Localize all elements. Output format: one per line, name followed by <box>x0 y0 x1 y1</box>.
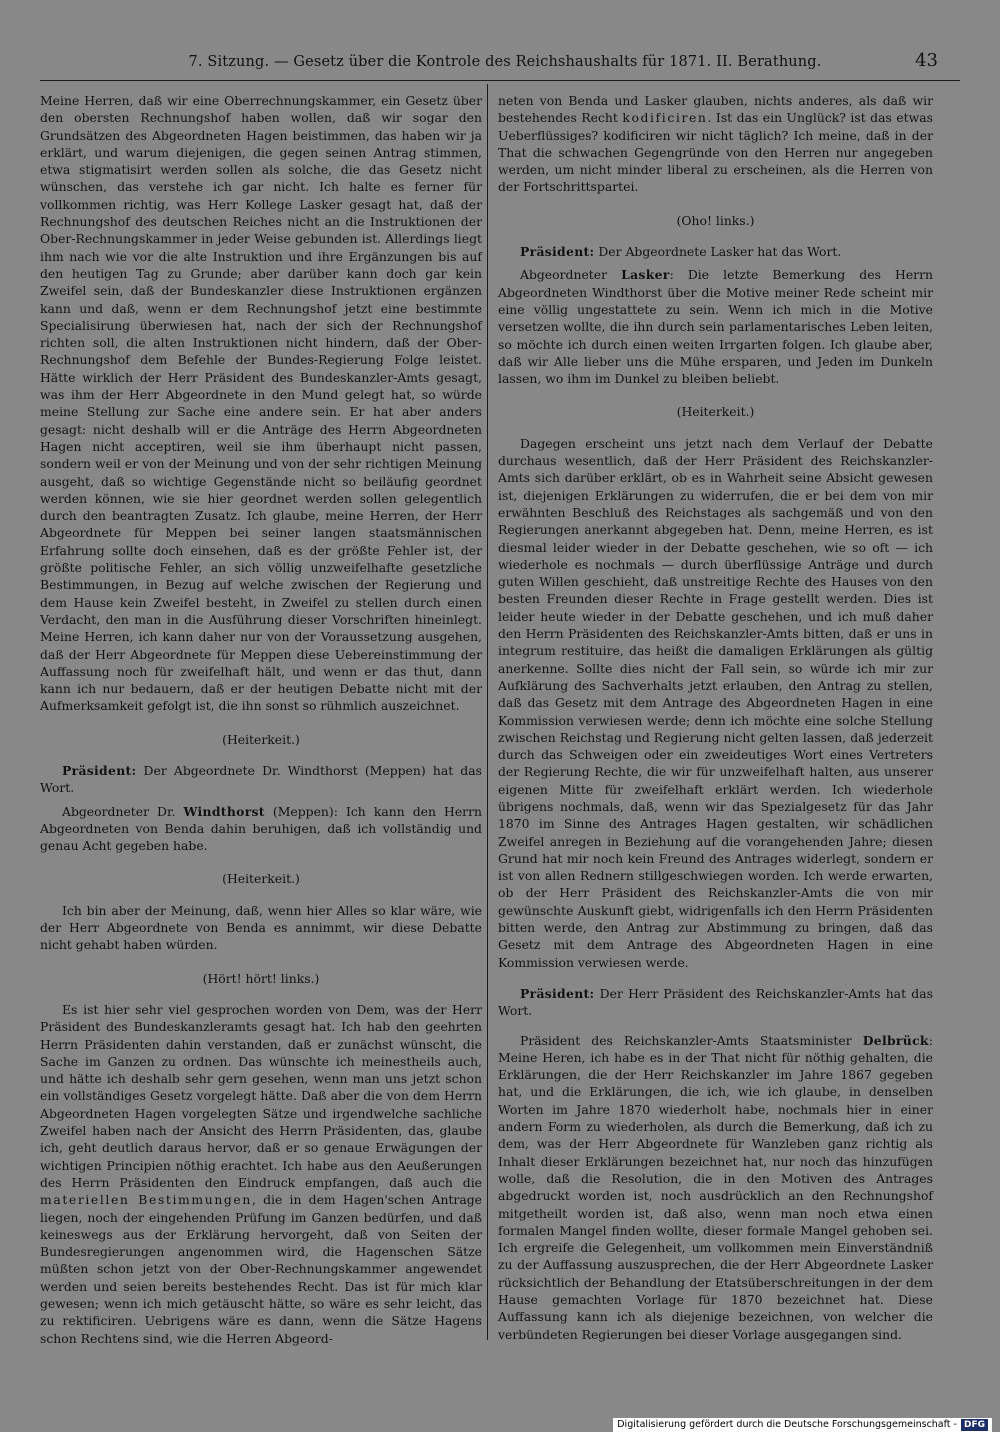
stage-direction: (Oho! links.) <box>676 212 755 228</box>
speaker-paragraph <box>498 1032 933 1343</box>
text-run: . Ist das ein Unglück? ist das etwas Ueberflüssiges? kodificiren wir nicht täglich? Ich meine, daß in der That die schwachen Gegengründe von den Herren nur angegeben werden, um nicht minder liberal zu erscheinen, als die Herren von der Fortschrittspartei. <box>498 110 933 195</box>
speech-text: Der Herr Präsident des Reichskanzler-Amts hat das Wort. <box>498 985 933 1019</box>
stage-direction: (Hört! hört! links.) <box>202 970 320 986</box>
stage-direction: (Heiterkeit.) <box>676 404 755 420</box>
header-rule <box>40 80 960 81</box>
speech-text: (Meppen): Ich kann den Herrn Abgeordneten von Benda dahin beruhigen, daß ich vollständig und genau Acht gegeben habe. <box>40 803 482 854</box>
text-run: , die in dem Hagen'schen Antrage liegen, noch der eingehenden Prüfung im Ganzen bedürfen, und daß keineswegs aus der Erklärung hervorgeht, daß von Seiten der Bundesregierungen angenommen wird, die Hagenschen Sätze müßten schon jetzt von der Ober-Rechnungskammer angewendet werden und seien bereits bestehendes Recht. Das ist für mich klar gewesen; wenn ich mich getäuscht hätte, so wäre es sehr leicht, das zu rektificiren. Uebrigens wäre es dann, wenn die Sätze Hagens schon Rechtens sind, wie die Herren Abgeord- <box>40 1192 483 1346</box>
page-number: 43 <box>915 50 938 71</box>
speech-text: Der Abgeordnete Dr. Windthorst (Meppen) hat das Wort. <box>40 762 482 796</box>
spaced-emphasis: kodificiren <box>622 110 708 126</box>
paragraph: Dagegen erscheint uns jetzt nach dem Verlauf der Debatte durchaus wesentlich, daß der Herr Präsident des Reichskanzler-Amts sich darüber erklärt, ob es in Wahrheit seine Absicht gewesen ist, diejenigen Erklärungen zu widerrufen, die er bei dem von mir erwähnten Beschluß des Reichstages als sachgemäß und von den Regierungen anerkannt abgegeben hat. Denn, meine Herren, es ist diesmal leider wieder in der Debatte geschehen, wie so oft — ich wiederhole es nochmals — durch überflüssige Anträge und durch guten Willen geschieht, daß unstreitige Rechte des Hauses von den besten Freunden dieser Rechte in Frage gestellt werden. Dies ist leider heute wieder in der Debatte geschehen, und ich muß daher den Herrn Präsidenten des Reichskanzler-Amts bitten, daß er uns in integrum restituire, das heißt die damaligen Erklärungen als gültig anerkenne. Sollte dies nicht der Fall sein, so würde ich mir zur Aufklärung des Sachverhalts jetzt erlauben, den Antrag zu stellen, daß das Gesetz mit dem Antrage des Abgeordneten Hagen in eine Kommission verwiesen werde; denn ich möchte eine solche Stellung zwischen Reichstag und Regierung nicht gelten lassen, daß jederzeit durch das Schweigen oder ein zweideutiges Wort eines Vertreters der Regierung Rechte, die wir für unzweifelhaft halten, aus unserer eigenen Mitte für zweifelhaft erklärt werden. Ich wiederhole übrigens nochmals, daß, wenn wir das Spezialgesetz für das Jahr 1870 im Sinne des Antrages Hagen gestalten, wir schädlichen Zweifel anregen in Beziehung auf die vorangehenden Jahre; diesen Grund hat mir noch kein Freund des Antrages widerlegt, sondern er ist von allen Rednern stillgeschwiegen worden. Ich werde erwarten, ob der Herr Präsident des Reichskanzler-Amts die von mir gewünschte Auskunft giebt, widrigenfalls ich den Herrn Präsidenten bitten werde, den Antrag zur Abstimmung zu bringen, daß das Gesetz mit dem Antrage des Abgeordneten Hagen in eine Kommission verwiesen werde. <box>498 435 933 970</box>
paragraph <box>498 92 933 196</box>
speaker-name: Windthorst <box>183 803 265 819</box>
text-run: Es ist hier sehr viel gesprochen worden von Dem, was der Herr Präsident des Bundeskanzleramts gesagt hat. Ich hab den geehrten Herrn Präsidenten dahin verstanden, daß er zunächst wünscht, die Sache im Ganzen zu ordnen. Das wünschte ich meinestheils auch, und hätte ich deshalb sehr gern gesehen, wenn man uns jetzt schon ein vollständiges Gesetz vorgelegt hätte. Daß aber die von dem Herrn Abgeordneten Hagen vorgelegten Sätze und irgendwelche sachliche Zweifel haben nach der Ansicht des Herrn Präsidenten, das, glaube ich, geht deutlich daraus hervor, daß er so genaue Erwägungen der wichtigen Principien nöthig erachtet. Ich habe aus den Aeußerungen des Herrn Präsidenten den Eindruck empfangen, daß auch die <box>40 1001 482 1190</box>
column-divider <box>487 84 488 1340</box>
speaker-label: Präsident: <box>62 762 137 778</box>
dfg-logo: DFG <box>961 1419 988 1431</box>
speaker-label: Präsident: <box>520 244 595 260</box>
speaker-name: Delbrück <box>862 1032 929 1048</box>
spaced-emphasis: materiellen Bestimmungen <box>40 1192 252 1208</box>
speaker-paragraph <box>498 266 933 387</box>
page-header <box>40 50 960 74</box>
credit-text: Digitalisierung gefördert durch die Deutsche Forschungsgemeinschaft - <box>617 1419 957 1430</box>
stage-direction: (Heiterkeit.) <box>222 871 300 887</box>
right-column <box>498 92 933 1343</box>
text-run: neten von Benda und Lasker glauben, nichts anderes, als daß wir bestehendes Recht <box>498 93 933 126</box>
speaker-intro: Abgeordneter <box>520 267 622 283</box>
speaker-paragraph <box>498 985 933 1020</box>
speech-text: : Meine Heren, ich habe es in der That nicht für nöthig gehalten, die Erklärungen, die der Herr Reichskanzler im Jahre 1867 gegeben hat, und die Erklärungen, die ich, wie ich glaube, in denselben Worten im Jahre 1870 wiederholt habe, nochmals hier in einer andern Form zu wiederholen, als durch die Bemerkung, daß ich zu dem, was der Herr Abgeordnete für Wanzleben ganz richtig als Inhalt dieser Erklärungen bezeichnet hat, nur noch das hinzufügen wolle, daß die Resolution, die in den Motiven des Antrages abgedruckt worden ist, noch ausdrücklich an den Rechnungshof mitgetheilt worden ist, daß also, wenn man noch etwa einen formalen Mangel finden wollte, dieser formale Mangel gehoben sei. Ich ergreife die Gelegenheit, um vollkommen mein Einverständniß zu der Auffassung auszusprechen, die der Herr Abgeordnete Lasker rücksichtlich der Behandlung der Etatsüberschreitungen in der dem Hause gemachten Vorlage für 1870 bezeichnet hat. Diese Auffassung kann ich als diejenige bezeichnen, von welcher die verbündeten Regierungen bei dieser Vorlage ausgegangen sind. <box>498 1032 933 1342</box>
speaker-paragraph <box>40 803 482 855</box>
speaker-label: Präsident: <box>520 985 595 1001</box>
speech-text: Der Abgeordnete Lasker hat das Wort. <box>594 244 842 260</box>
running-title: 7. Sitzung. — Gesetz über die Kontrole des Reichshaushalts für 1871. II. Berathung. <box>188 54 822 70</box>
speech-text: : Die letzte Bemerkung des Herrn Abgeordneten Windthorst über die Motive meiner Rede scheint mir eine völlig ungestattete zu sein. Wenn ich mich in die Motive versetzen wollte, die ihn durch sein parlamentarisches Leben leiten, so möchte ich durch einen weiten Irrgarten folgen. Ich glaube aber, daß wir Alle lieber uns die Mühe ersparen, und Jeden im Dunkeln lassen, wo ihm im Dunkel zu bleiben beliebt. <box>498 267 933 387</box>
paragraph: Ich bin aber der Meinung, daß, wenn hier Alles so klar wäre, wie der Herr Abgeordnete von Benda es annimmt, wir diese Debatte nicht gehabt haben würden. <box>40 902 482 953</box>
paragraph: Meine Herren, daß wir eine Oberrechnungskammer, ein Gesetz über den obersten Rechnungshof haben wollen, daß wir sogar den Grundsätzen des Abgeordneten Hagen beistimmen, das haben wir ja erklärt, und warum diejenigen, die gegen seinen Antrag stimmen, etwa stigmatisirt werden sollen als solche, die das Gesetz nicht wünschen, das verstehe ich gar nicht. Ich halte es ferner für vollkommen richtig, was Herr Kollege Lasker gesagt hat, daß der Rechnungshof des deutschen Reiches nicht an die Instruktionen der Ober-Rechnungskammer in jeder Weise gebunden ist. Allerdings liegt ihm nach wie vor die alte Instruktion und ihre Ergänzungen bis auf den heutigen Tag zu Grunde; aber darüber kann doch gar kein Zweifel sein, daß der Bundeskanzler diese Instruktionen ergänzen kann und daß, wenn er dem Rechnungshof jetzt eine bestimmte Specialisirung überwiesen hat, nach der sich der Rechnungshof richten soll, die alten Instruktionen nicht hindern, daß der Ober-Rechnungshof dem Befehle der Bundes-Regierung Folge leistet. Hätte wirklich der Herr Präsident des Bundeskanzler-Amts gesagt, was ihm der Herr Abgeordnete in den Mund gelegt hat, so würde meine Stellung zur Sache eine andere sein. Er hat aber anders gesagt: nicht deshalb will er die Anträge des Herrn Abgeordneten Hagen nicht acceptiren, weil sie ihm überhaupt nicht passen, sondern weil er von der Meinung und von der sehr richtigen Meinung ausgeht, daß so wichtige Gegenstände nicht so beiläufig geordnet werden können, wie sie hier geordnet werden sollen gelegentlich durch den beantragten Zusatz. Ich glaube, meine Herren, der Herr Abgeordnete für Meppen bei seiner langen staatsmännischen Erfahrung sollte doch einsehen, daß es der größte Fehler ist, der größte politische Fehler, an sich völlig unzweifelhafte gesetzliche Bestimmungen, in Bezug auf welche zwischen der Regierung und dem Hause kein Zweifel besteht, in Zweifel zu stellen durch einen Verdacht, den man in die Ausführung dieser Vorschriften hineinlegt. Meine Herren, ich kann daher nur von der Voraussetzung ausgehen, daß der Herr Abgeordnete für Meppen diese Uebereinstimmung der Auffassung noch für zweifelhaft hält, und wenn er das thut, dann kann ich nur bedauern, daß er der heutigen Debatte nicht mit der Aufmerksamkeit gefolgt ist, die ihn sonst so rühmlich auszeichnet. <box>40 93 482 714</box>
paragraph <box>40 1001 482 1347</box>
speaker-paragraph <box>40 762 482 797</box>
left-column <box>40 92 482 1347</box>
stage-direction: (Heiterkeit.) <box>222 731 300 747</box>
speaker-intro: Präsident des Reichskanzler-Amts Staatsminister <box>520 1032 863 1048</box>
speaker-name: Lasker <box>621 267 670 283</box>
speaker-paragraph <box>498 243 933 260</box>
digitization-credit <box>613 1418 992 1432</box>
speaker-intro: Abgeordneter Dr. <box>62 803 184 819</box>
